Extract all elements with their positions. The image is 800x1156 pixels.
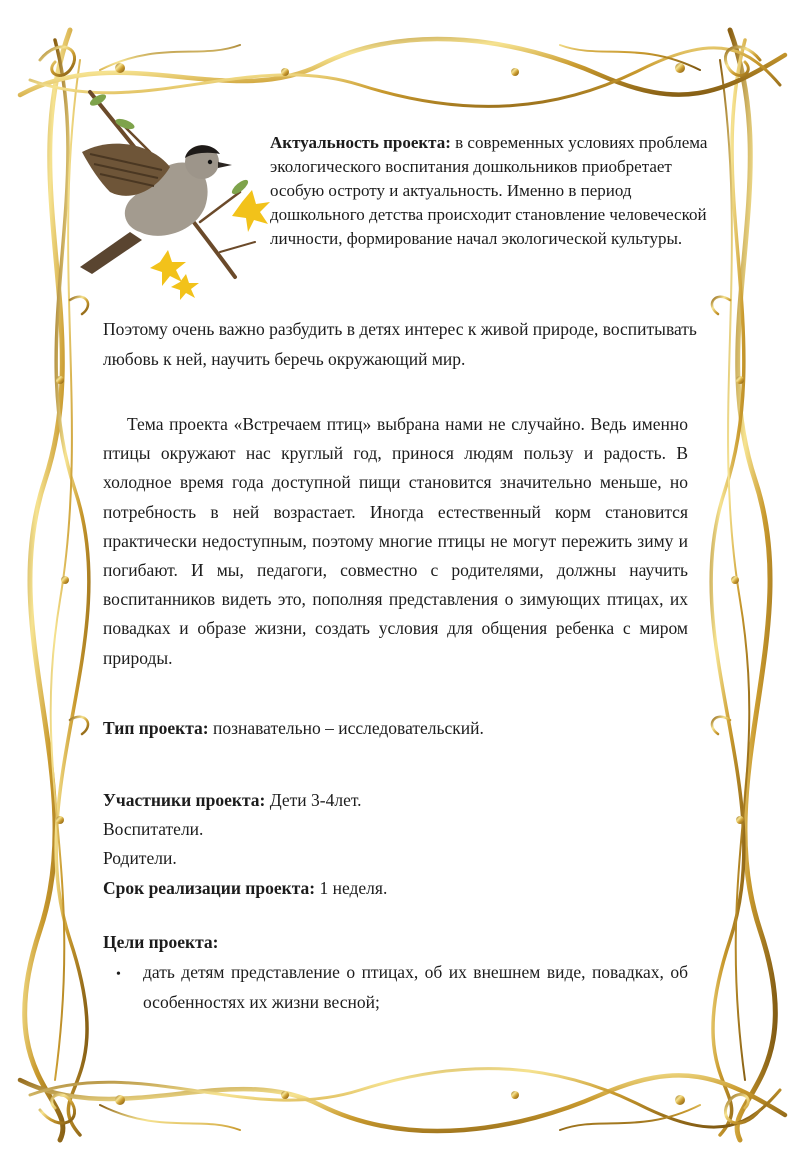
intro-paragraph: Поэтому очень важно разбудить в детях интерес к живой природе, воспитывать любовь к ней, научить беречь окружающий мир. [103, 319, 697, 369]
goals-label: Цели проекта: [103, 932, 219, 952]
term-value: 1 неделя. [315, 877, 388, 898]
term-label: Срок реализации проекта: [103, 877, 316, 898]
project-type-label: Тип проекта: [103, 718, 209, 738]
bird-on-branch-illustration [70, 82, 270, 302]
relevance-text: в современных условиях проблема экологического воспитания дошкольников приобретает особую остроту и актуальность. Именно в период дошкольного детства происходит становление человеческой личности, формирование начал экологической культуры. [270, 133, 708, 248]
participants-line [103, 786, 693, 815]
project-type-value: познавательно – исследовательский. [208, 718, 484, 738]
participants-educators: Воспитатели. [103, 819, 204, 840]
goal-bullet: • [116, 967, 121, 982]
participants-label: Участники проекта: [103, 790, 266, 810]
participants-block [103, 786, 693, 903]
participants-value: Дети 3-4лет. [265, 790, 362, 810]
topic-paragraph: Тема проекта «Встречаем птиц» выбрана нами не случайно. Ведь именно птицы окружают нас круглый год, принося людям пользу и радость. В холодное время года доступной пищи становится значительно меньше, но потребность в ней возрастает. Иногда естественный корм становится практически недоступным, поэтому многие птицы не могут пережить зиму и погибают. И мы, педагоги, совместно с родителями, должны научить воспитанников видеть это, пополняя представления о зимующих птицах, их повадках и образе жизни, создать условия для общения ребенка с миром природы. [103, 414, 688, 668]
project-type-line [103, 714, 693, 743]
participants-parents: Родители. [103, 848, 177, 869]
goal-item: дать детям представление о птицах, об их внешнем виде, повадках, об особенностях их жизни весной; [143, 962, 688, 1012]
relevance-paragraph [270, 131, 720, 251]
goals-heading [103, 928, 218, 957]
term-line [103, 874, 693, 903]
relevance-label: Актуальность проекта: [270, 133, 451, 152]
